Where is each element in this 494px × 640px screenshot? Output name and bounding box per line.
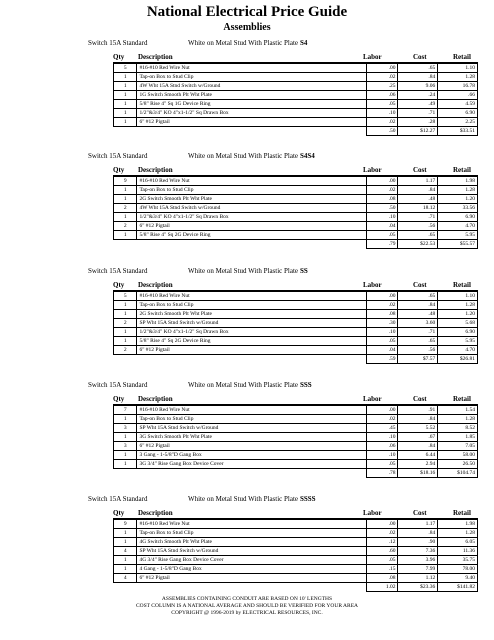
cell-labor: .02 — [366, 118, 398, 127]
cell-qty: 1 — [114, 91, 137, 100]
cell-description: Tap-on Box to Stud Clip — [137, 301, 366, 310]
cell-description: #16-#10 Red Wire Nut — [137, 64, 366, 73]
cell-retail: 6.90 — [438, 213, 478, 222]
cell-description: 2G Switch Smooth Plt Wht Plate — [137, 195, 366, 204]
table-row — [114, 222, 478, 231]
col-description: Description — [138, 509, 173, 517]
total-labor: .78 — [366, 469, 398, 478]
cell-labor: .05 — [366, 556, 398, 565]
table-row — [114, 328, 478, 337]
total-labor: 1.02 — [366, 583, 398, 592]
cell-retail: 4.70 — [438, 346, 478, 355]
col-cost: Cost — [413, 281, 427, 289]
cell-retail: 1.10 — [438, 292, 478, 301]
col-qty: Qty — [113, 281, 125, 289]
cell-labor: .00 — [366, 406, 398, 415]
cell-cost: .56 — [398, 222, 438, 231]
table-row — [114, 118, 478, 127]
section-code: S4S4 — [300, 152, 315, 160]
table-row — [114, 100, 478, 109]
cell-cost: .48 — [398, 195, 438, 204]
table-row — [114, 231, 478, 240]
items-table — [113, 405, 478, 478]
total-retail: $55.57 — [438, 240, 478, 249]
cell-retail: 1.28 — [438, 186, 478, 195]
page-subtitle: Assemblies — [223, 22, 271, 33]
cell-labor: .02 — [366, 186, 398, 195]
cell-cost: .84 — [398, 73, 438, 82]
col-cost: Cost — [413, 509, 427, 517]
table-row — [114, 520, 478, 529]
table-row — [114, 433, 478, 442]
cell-cost: .71 — [398, 213, 438, 222]
cell-description: 1G Switch Smooth Plt Wht Plate — [137, 91, 366, 100]
section-stud: White on Metal Stud With Plastic Plate — [188, 152, 299, 160]
cell-qty: 1 — [114, 73, 137, 82]
cell-qty: 1 — [114, 310, 137, 319]
cell-labor: .15 — [366, 565, 398, 574]
section-stud: White on Metal Stud With Plastic Plate — [188, 39, 299, 47]
col-cost: Cost — [413, 166, 427, 174]
cell-description: Tap-on Box to Stud Clip — [137, 415, 366, 424]
section-standard: Switch 15A Standard — [88, 39, 148, 47]
total-row — [114, 469, 478, 478]
col-description: Description — [138, 53, 173, 61]
cell-labor: .06 — [366, 91, 398, 100]
cell-retail: 26.50 — [438, 460, 478, 469]
assembly-section — [0, 151, 494, 249]
cell-labor: .08 — [366, 195, 398, 204]
total-labor: .79 — [366, 240, 398, 249]
cell-description: 6" #12 Pigtail — [137, 442, 366, 451]
table-row — [114, 547, 478, 556]
cell-retail: 1.20 — [438, 310, 478, 319]
assembly-section — [0, 494, 494, 592]
total-cost: $18.16 — [398, 469, 438, 478]
cell-qty: 2 — [114, 222, 137, 231]
cell-retail: 35.75 — [438, 556, 478, 565]
col-retail: Retail — [453, 509, 471, 517]
table-row — [114, 337, 478, 346]
cell-qty: 2 — [114, 319, 137, 328]
cell-description: 5/8" Rise 4" Sq 2G Device Ring — [137, 231, 366, 240]
assembly-section — [0, 266, 494, 364]
cell-labor: .50 — [366, 204, 398, 213]
cell-description: 4W Wht 15A Stnd Switch w/Ground — [137, 204, 366, 213]
cell-description: #16-#10 Red Wire Nut — [137, 177, 366, 186]
cell-cost: .56 — [398, 346, 438, 355]
cell-qty: 3 — [114, 424, 137, 433]
table-row — [114, 109, 478, 118]
items-table — [113, 63, 478, 136]
cell-qty: 4 — [114, 547, 137, 556]
section-code: S4 — [300, 39, 308, 47]
cell-qty: 1 — [114, 100, 137, 109]
col-retail: Retail — [453, 395, 471, 403]
cell-retail: 5.95 — [438, 337, 478, 346]
cell-qty: 2 — [114, 204, 137, 213]
table-row — [114, 451, 478, 460]
cell-cost: 6.44 — [398, 451, 438, 460]
cell-qty: 1 — [114, 529, 137, 538]
cell-cost: .91 — [398, 406, 438, 415]
cell-description: SP Wht 15A Stnd Switch w/Ground — [137, 424, 366, 433]
cell-qty: 1 — [114, 213, 137, 222]
cell-labor: .04 — [366, 222, 398, 231]
cell-retail: 1.98 — [438, 520, 478, 529]
total-cost: $7.57 — [398, 355, 438, 364]
cell-labor: .10 — [366, 328, 398, 337]
cell-labor: .10 — [366, 433, 398, 442]
cell-cost: .71 — [398, 328, 438, 337]
col-description: Description — [138, 395, 173, 403]
cell-description: 1/2"&3/4" KO 4"x1-1/2" Sq Drawn Box — [137, 328, 366, 337]
col-labor: Labor — [363, 53, 382, 61]
cell-qty: 1 — [114, 556, 137, 565]
table-row — [114, 319, 478, 328]
cell-retail: 58.00 — [438, 451, 478, 460]
table-row — [114, 424, 478, 433]
cell-cost: .84 — [398, 442, 438, 451]
section-header — [0, 38, 494, 48]
cell-retail: 1.28 — [438, 529, 478, 538]
cell-cost: .84 — [398, 529, 438, 538]
col-qty: Qty — [113, 509, 125, 517]
cell-cost: .84 — [398, 186, 438, 195]
table-row — [114, 442, 478, 451]
cell-labor: .10 — [366, 109, 398, 118]
cell-description: Tap-on Box to Stud Clip — [137, 73, 366, 82]
section-header — [0, 380, 494, 390]
cell-labor: .05 — [366, 337, 398, 346]
cell-cost: 18.12 — [398, 204, 438, 213]
section-code: SS — [300, 267, 308, 275]
cell-qty: 1 — [114, 328, 137, 337]
cell-labor: .04 — [366, 346, 398, 355]
section-code: SSS — [300, 381, 312, 389]
cell-cost: 5.52 — [398, 424, 438, 433]
cell-qty: 1 — [114, 415, 137, 424]
cell-cost: .90 — [398, 538, 438, 547]
cell-retail: 6.90 — [438, 109, 478, 118]
cell-cost: .65 — [398, 64, 438, 73]
cell-retail: 78.00 — [438, 565, 478, 574]
cell-cost: .49 — [398, 100, 438, 109]
section-stud: White on Metal Stud With Plastic Plate — [188, 267, 299, 275]
cell-qty: 1 — [114, 451, 137, 460]
cell-qty: 5 — [114, 292, 137, 301]
items-table — [113, 291, 478, 364]
section-stud: White on Metal Stud With Plastic Plate — [188, 495, 299, 503]
cell-description: 1/2"&3/4" KO 4"x1-1/2" Sq Drawn Box — [137, 213, 366, 222]
cell-retail: 2.25 — [438, 118, 478, 127]
cell-labor: .05 — [366, 100, 398, 109]
cell-description: 4G 3/4" Rise Gang Box Device Cover — [137, 556, 366, 565]
column-headers — [113, 394, 478, 405]
table-row — [114, 82, 478, 91]
col-qty: Qty — [113, 166, 125, 174]
cell-retail: 4.70 — [438, 222, 478, 231]
cell-retail: 1.28 — [438, 73, 478, 82]
cell-description: 4 Gang - 1-5/8"D Gang Box — [137, 565, 366, 574]
cell-description: SP Wht 15A Stnd Switch w/Ground — [137, 547, 366, 556]
cell-description: 1/2"&3/4" KO 4"x1-1/2" Sq Drawn Box — [137, 109, 366, 118]
cell-cost: 3.60 — [398, 319, 438, 328]
page-title: National Electrical Price Guide — [146, 4, 348, 20]
total-labor: .59 — [366, 355, 398, 364]
cell-retail: 6.05 — [438, 538, 478, 547]
footer-line-conduit: ASSEMBLIES CONTAINING CONDUIT ARE BASED ON 10' LENGTHS — [161, 596, 333, 602]
total-labor: .50 — [366, 127, 398, 136]
total-cost: $22.53 — [398, 240, 438, 249]
cell-retail: 6.90 — [438, 328, 478, 337]
table-row — [114, 91, 478, 100]
assembly-section — [0, 38, 494, 136]
cell-description: Tap-on Box to Stud Clip — [137, 186, 366, 195]
cell-description: 6" #12 Pigtail — [137, 346, 366, 355]
footer-line-copyright: COPYRIGHT @ 1996-2019 by ELECTRICAL RESOURCES, INC. — [171, 610, 323, 616]
table-row — [114, 292, 478, 301]
cell-retail: 1.10 — [438, 64, 478, 73]
col-retail: Retail — [453, 53, 471, 61]
cell-description: Tap-on Box to Stud Clip — [137, 529, 366, 538]
table-row — [114, 310, 478, 319]
cell-qty: 7 — [114, 406, 137, 415]
total-row — [114, 240, 478, 249]
cell-retail: 4.59 — [438, 100, 478, 109]
table-row — [114, 415, 478, 424]
table-row — [114, 574, 478, 583]
cell-cost: 1.17 — [398, 177, 438, 186]
cell-cost: .84 — [398, 301, 438, 310]
cell-retail: 7.05 — [438, 442, 478, 451]
cell-description: #16-#10 Red Wire Nut — [137, 292, 366, 301]
col-qty: Qty — [113, 53, 125, 61]
cell-cost: 2.94 — [398, 460, 438, 469]
cell-qty: 1 — [114, 186, 137, 195]
cell-description: #16-#10 Red Wire Nut — [137, 520, 366, 529]
cell-labor: .00 — [366, 64, 398, 73]
cell-retail: 1.54 — [438, 406, 478, 415]
col-description: Description — [138, 166, 173, 174]
cell-description: 6" #12 Pigtail — [137, 222, 366, 231]
cell-cost: .65 — [398, 231, 438, 240]
section-stud: White on Metal Stud With Plastic Plate — [188, 381, 299, 389]
cell-cost: .84 — [398, 415, 438, 424]
cell-cost: .71 — [398, 109, 438, 118]
cell-labor: .05 — [366, 231, 398, 240]
cell-labor: .08 — [366, 574, 398, 583]
cell-description: 2G Switch Smooth Plt Wht Plate — [137, 310, 366, 319]
cell-description: 6" #12 Pigtail — [137, 118, 366, 127]
section-standard: Switch 15A Standard — [88, 381, 148, 389]
table-row — [114, 346, 478, 355]
cell-qty: 9 — [114, 177, 137, 186]
col-qty: Qty — [113, 395, 125, 403]
cell-retail: 9.40 — [438, 574, 478, 583]
total-retail: $33.51 — [438, 127, 478, 136]
cell-labor: .02 — [366, 73, 398, 82]
cell-description: 4G Switch Smooth Plt Wht Plate — [137, 538, 366, 547]
cell-cost: 7.99 — [398, 565, 438, 574]
total-retail: $26.81 — [438, 355, 478, 364]
total-retail: $104.74 — [438, 469, 478, 478]
cell-cost: 7.36 — [398, 547, 438, 556]
cell-qty: 1 — [114, 565, 137, 574]
section-header — [0, 266, 494, 276]
cell-cost: 1.12 — [398, 574, 438, 583]
cell-cost: 3.96 — [398, 556, 438, 565]
footer-line-cost: COST COLUMN IS A NATIONAL AVERAGE AND SHOULD BE VERIFIED FOR YOUR AREA — [135, 603, 359, 609]
cell-qty: 4 — [114, 574, 137, 583]
cell-description: 5/8" Rise 4" Sq 1G Device Ring — [137, 100, 366, 109]
cell-qty: 1 — [114, 195, 137, 204]
cell-description: 3G Switch Smooth Plt Wht Plate — [137, 433, 366, 442]
cell-labor: .02 — [366, 301, 398, 310]
table-row — [114, 73, 478, 82]
total-cost: $12.27 — [398, 127, 438, 136]
cell-labor: .00 — [366, 177, 398, 186]
cell-cost: 1.17 — [398, 520, 438, 529]
cell-qty: 1 — [114, 538, 137, 547]
table-row — [114, 186, 478, 195]
cell-labor: .05 — [366, 460, 398, 469]
items-table — [113, 176, 478, 249]
col-cost: Cost — [413, 53, 427, 61]
cell-labor: .30 — [366, 319, 398, 328]
cell-labor: .45 — [366, 424, 398, 433]
table-row — [114, 213, 478, 222]
cell-labor: .02 — [366, 415, 398, 424]
table-row — [114, 301, 478, 310]
total-row — [114, 355, 478, 364]
cell-cost: .24 — [398, 91, 438, 100]
cell-retail: 16.78 — [438, 82, 478, 91]
table-row — [114, 204, 478, 213]
total-row — [114, 127, 478, 136]
cell-description: 5/8" Rise 4" Sq 2G Device Ring — [137, 337, 366, 346]
cell-labor: .00 — [366, 292, 398, 301]
cell-qty: 1 — [114, 433, 137, 442]
section-standard: Switch 15A Standard — [88, 495, 148, 503]
cell-labor: .00 — [366, 520, 398, 529]
cell-labor: .25 — [366, 82, 398, 91]
cell-labor: .08 — [366, 310, 398, 319]
cell-qty: 1 — [114, 82, 137, 91]
cell-retail: 8.52 — [438, 424, 478, 433]
cell-description: 6" #12 Pigtail — [137, 574, 366, 583]
cell-retail: 5.68 — [438, 319, 478, 328]
col-labor: Labor — [363, 509, 382, 517]
table-row — [114, 529, 478, 538]
cell-qty: 2 — [114, 346, 137, 355]
section-header — [0, 151, 494, 161]
cell-qty: 1 — [114, 118, 137, 127]
column-headers — [113, 52, 478, 63]
cell-retail: 1.85 — [438, 433, 478, 442]
col-retail: Retail — [453, 166, 471, 174]
col-retail: Retail — [453, 281, 471, 289]
column-headers — [113, 165, 478, 176]
cell-labor: .12 — [366, 538, 398, 547]
cell-qty: 1 — [114, 337, 137, 346]
cell-qty: 9 — [114, 520, 137, 529]
items-table — [113, 519, 478, 592]
section-standard: Switch 15A Standard — [88, 152, 148, 160]
col-description: Description — [138, 281, 173, 289]
table-row — [114, 565, 478, 574]
cell-qty: 1 — [114, 460, 137, 469]
column-headers — [113, 280, 478, 291]
cell-retail: 5.95 — [438, 231, 478, 240]
cell-cost: .67 — [398, 433, 438, 442]
cell-qty: 5 — [114, 64, 137, 73]
total-row — [114, 583, 478, 592]
cell-cost: .65 — [398, 292, 438, 301]
cell-retail: 1.98 — [438, 177, 478, 186]
total-cost: $23.36 — [398, 583, 438, 592]
section-code: SSSS — [300, 495, 316, 503]
cell-retail: .66 — [438, 91, 478, 100]
column-headers — [113, 508, 478, 519]
cell-description: 4W Wht 15A Stnd Switch w/Ground — [137, 82, 366, 91]
cell-labor: .60 — [366, 547, 398, 556]
table-row — [114, 64, 478, 73]
cell-description: #16-#10 Red Wire Nut — [137, 406, 366, 415]
cell-labor: .02 — [366, 529, 398, 538]
col-cost: Cost — [413, 395, 427, 403]
cell-description: 3 Gang - 1-5/8"D Gang Box — [137, 451, 366, 460]
col-labor: Labor — [363, 281, 382, 289]
table-row — [114, 556, 478, 565]
table-row — [114, 538, 478, 547]
cell-cost: .48 — [398, 310, 438, 319]
total-retail: $141.82 — [438, 583, 478, 592]
cell-qty: 3 — [114, 442, 137, 451]
table-row — [114, 460, 478, 469]
cell-qty: 1 — [114, 301, 137, 310]
cell-labor: .06 — [366, 442, 398, 451]
cell-cost: 9.06 — [398, 82, 438, 91]
cell-retail: 1.28 — [438, 301, 478, 310]
cell-retail: 1.28 — [438, 415, 478, 424]
cell-qty: 1 — [114, 231, 137, 240]
cell-description: SP Wht 15A Stnd Switch w/Ground — [137, 319, 366, 328]
cell-cost: .65 — [398, 337, 438, 346]
section-header — [0, 494, 494, 504]
cell-retail: 33.56 — [438, 204, 478, 213]
footer-notes — [0, 596, 494, 617]
cell-description: 3G 3/4" Rise Gang Box Device Cover — [137, 460, 366, 469]
section-standard: Switch 15A Standard — [88, 267, 148, 275]
cell-qty: 1 — [114, 109, 137, 118]
cell-retail: 11.36 — [438, 547, 478, 556]
col-labor: Labor — [363, 395, 382, 403]
cell-labor: .10 — [366, 451, 398, 460]
table-row — [114, 177, 478, 186]
cell-retail: 1.20 — [438, 195, 478, 204]
table-row — [114, 195, 478, 204]
col-labor: Labor — [363, 166, 382, 174]
cell-cost: .28 — [398, 118, 438, 127]
assembly-section — [0, 380, 494, 478]
cell-labor: .10 — [366, 213, 398, 222]
table-row — [114, 406, 478, 415]
